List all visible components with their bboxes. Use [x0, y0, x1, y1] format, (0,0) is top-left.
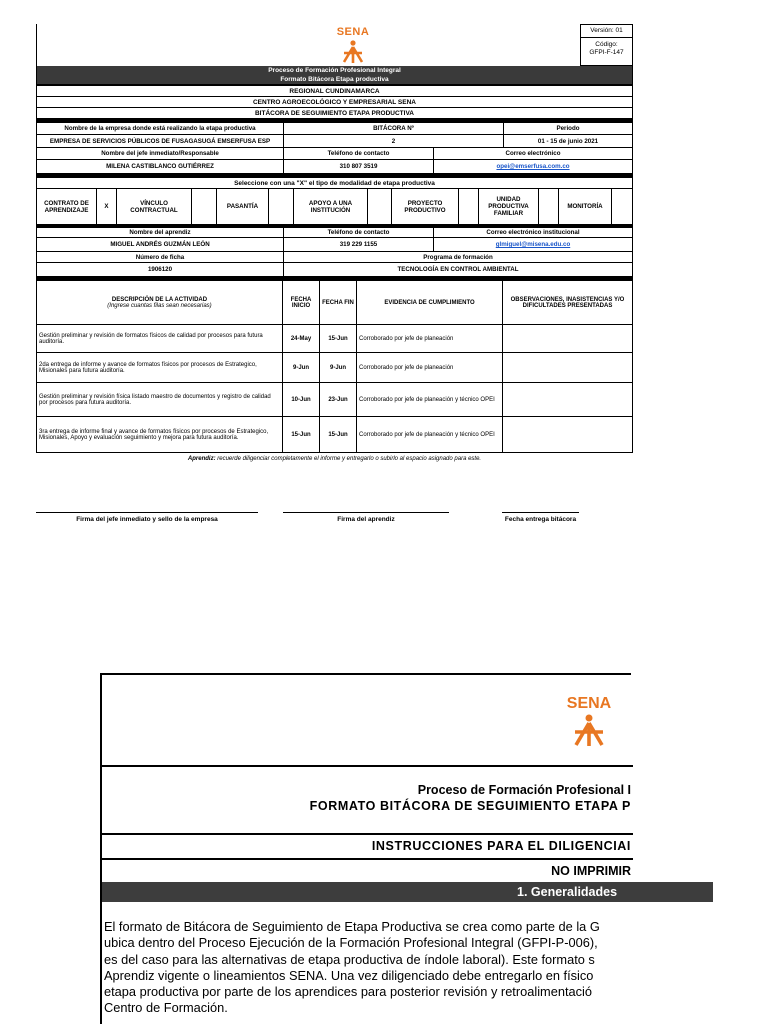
separator — [102, 858, 633, 860]
code-label: Código: — [595, 41, 618, 48]
activity-desc: Gestión preliminar y revisión física listado maestro de documentos y registro de calidad por procesos para futura auditoría. — [37, 383, 283, 416]
fin-header: FECHA FIN — [320, 281, 357, 324]
paragraph-line: es del caso para las alternativas de etapa productiva de índole laboral). Este formato s — [104, 951, 595, 967]
bitacora-label: BITÁCORA Nº — [284, 123, 504, 135]
activity-inicio: 9-Jun — [283, 353, 320, 382]
modalidad-monitoria: MONITORÍA — [559, 189, 612, 225]
sena-logo-large-text: SENA — [566, 695, 612, 712]
generalidades-bar — [102, 882, 713, 902]
jefe-value-row — [36, 160, 633, 174]
aprendiz-label: Nombre del aprendiz — [37, 228, 284, 238]
separator — [102, 765, 633, 767]
empresa-value: EMPRESA DE SERVICIOS PÚBLICOS DE FUSAGASUGÁ EMSERFUSA ESP — [37, 135, 284, 148]
paragraph-line: El formato de Bitácora de Seguimiento de Etapa Productiva se crea como parte de la G — [104, 919, 600, 934]
jefe-value: MILENA CASTIBLANCO GUTIÉRREZ — [37, 160, 284, 174]
sena-logo-large-icon — [554, 695, 624, 747]
version-label: Versión: 01 — [581, 25, 632, 38]
modalidad-proyecto-mark[interactable] — [459, 189, 479, 225]
sena-logo-icon — [330, 26, 376, 64]
modalidad-unidad: UNIDAD PRODUCTIVA FAMILIAR — [479, 189, 539, 225]
paragraph-line: ubica dentro del Proceso Ejecución de la Formación Profesional Integral (GFPI-P-006), — [104, 935, 598, 951]
paragraph-line: Centro de Formación. — [104, 1000, 228, 1016]
instr-title-process: Proceso de Formación Profesional I — [417, 783, 631, 797]
title-process: Proceso de Formación Profesional Integral — [36, 66, 633, 75]
jefe-correo-label: Correo electrónico — [434, 148, 632, 160]
activity-inicio: 10-Jun — [283, 383, 320, 416]
activity-fin: 23-Jun — [320, 383, 357, 416]
paragraph-line: Aprendiz vigente o lineamientos SENA. Una vez diligenciado debe entregarlo en físico — [104, 967, 594, 983]
ficha-label: Número de ficha — [37, 252, 284, 263]
modalidad-proyecto: PROYECTO PRODUCTIVO — [392, 189, 459, 225]
generalidades-title: 1. Generalidades — [517, 885, 618, 899]
activity-desc: 3ra entrega de informe final y avance de formatos físicos por procesos de Estrategico, Misionales, Apoyo y evaluación seguimiento y mejora para futura auditoría. — [37, 417, 283, 452]
ficha-value-row — [36, 263, 633, 277]
activity-fin: 9-Jun — [320, 353, 357, 382]
activity-obs — [503, 383, 632, 416]
desc-header-title: DESCRIPCIÓN DE LA ACTIVIDAD — [111, 296, 208, 303]
activity-obs — [503, 325, 632, 352]
signature-jefe: Firma del jefe inmediato y sello de la empresa — [36, 512, 258, 523]
activity-evidencia: Corroborado por jefe de planeación y técnico OPEI — [357, 383, 503, 416]
jefe-correo-link[interactable]: opei@emserfusa.com.co — [434, 160, 632, 174]
note-text: recuerde diligenciar completamente el informe y entregarlo o subirlo al espacio asignado para este. — [215, 456, 482, 462]
activity-evidencia: Corroborado por jefe de planeación — [357, 325, 503, 352]
ficha-value: 1906120 — [37, 263, 284, 277]
modalidad-vinculo-mark[interactable] — [192, 189, 217, 225]
table-row — [36, 417, 633, 453]
desc-header — [37, 281, 283, 324]
modalidad-unidad-mark[interactable] — [539, 189, 559, 225]
table-row — [36, 383, 633, 417]
evidencia-header: EVIDENCIA DE CUMPLIMIENTO — [357, 281, 503, 324]
aprendiz-note — [36, 456, 633, 462]
aprendiz-value-row — [36, 238, 633, 252]
aprendiz-tel-label: Teléfono de contacto — [284, 228, 434, 238]
instructions-page — [100, 673, 631, 1024]
activity-fin: 15-Jun — [320, 325, 357, 352]
modalidad-apoyo: APOYO A UNA INSTITUCIÓN — [294, 189, 368, 225]
activity-obs — [503, 353, 632, 382]
title-format: Formato Bitácora Etapa productiva — [36, 75, 633, 84]
modalidad-row — [36, 189, 633, 225]
modalidad-monitoria-mark[interactable] — [612, 189, 632, 225]
activity-evidencia: Corroborado por jefe de planeación — [357, 353, 503, 382]
modalidad-apoyo-mark[interactable] — [368, 189, 392, 225]
modalidad-pasantia-mark[interactable] — [269, 189, 294, 225]
activity-fin: 15-Jun — [320, 417, 357, 452]
aprendiz-correo-link[interactable]: glmiguel@misena.edu.co — [434, 238, 632, 252]
jefe-label: Nombre del jefe inmediato/Responsable — [37, 148, 284, 160]
aprendiz-correo-label: Correo electrónico institucional — [434, 228, 632, 238]
no-imprimir: NO IMPRIMIR — [551, 864, 631, 878]
jefe-header-row — [36, 148, 633, 160]
regional: REGIONAL CUNDINAMARCA — [36, 86, 633, 97]
table-row — [36, 353, 633, 383]
bitacora-title: BITÁCORA DE SEGUIMIENTO ETAPA PRODUCTIVA — [36, 108, 633, 119]
periodo-value: 01 - 15 de junio 2021 — [504, 135, 632, 148]
activity-evidencia: Corroborado por jefe de planeación y técnico OPEI — [357, 417, 503, 452]
code-value: GFPI-F-147 — [589, 49, 624, 56]
separator — [102, 833, 633, 835]
inicio-header: FECHA INICIO — [283, 281, 320, 324]
sena-logo-text: SENA — [336, 26, 370, 38]
activities-header — [36, 281, 633, 325]
version-box — [580, 24, 633, 66]
modalidad-label: Seleccione con una "X" el tipo de modalidad de etapa productiva — [36, 178, 633, 189]
instr-title-instrucciones: INSTRUCCIONES PARA EL DILIGENCIAI — [371, 839, 631, 853]
ficha-header-row — [36, 252, 633, 263]
programa-value: TECNOLOGÍA EN CONTROL AMBIENTAL — [284, 263, 632, 277]
sena-logo — [330, 26, 376, 64]
sena-logo-large — [554, 695, 624, 747]
activity-desc: Gestión preliminar y revisión de formatos físicos de calidad por procesos para futura auditoría. — [37, 325, 283, 352]
note-bold: Aprendiz: — [187, 456, 216, 462]
programa-label: Programa de formación — [284, 252, 632, 263]
jefe-tel-label: Teléfono de contacto — [284, 148, 434, 160]
empresa-header-row — [36, 123, 633, 135]
activity-desc: 2da entrega de informe y avance de formatos físicos por procesos de Estrategico, Misionales para futura auditoría. — [37, 353, 283, 382]
aprendiz-tel-value: 319 229 1155 — [284, 238, 434, 252]
instr-title-format: FORMATO BITÁCORA DE SEGUIMIENTO ETAPA P — [309, 799, 631, 813]
centro: CENTRO AGROECOLÓGICO Y EMPRESARIAL SENA — [36, 97, 633, 108]
modalidad-pasantia: PASANTÍA — [217, 189, 269, 225]
aprendiz-header-row — [36, 228, 633, 238]
activity-obs — [503, 417, 632, 452]
paragraph-line: etapa productiva por parte de los aprendices para posterior revisión y retroalimentació — [104, 984, 592, 1000]
modalidad-contrato: CONTRATO DE APRENDIZAJE — [37, 189, 97, 225]
empresa-label: Nombre de la empresa donde está realizando la etapa productiva — [37, 123, 284, 135]
signature-fecha: Fecha entrega bitácora — [502, 512, 579, 523]
jefe-tel-value: 310 807 3519 — [284, 160, 434, 174]
modalidad-contrato-mark[interactable]: X — [97, 189, 117, 225]
table-row — [36, 325, 633, 353]
bitacora-value: 2 — [284, 135, 504, 148]
periodo-label: Periodo — [504, 123, 632, 135]
modalidad-vinculo: VÍNCULO CONTRACTUAL — [117, 189, 192, 225]
desc-header-note: (Ingrese cuantas filas sean necesarias) — [107, 302, 212, 309]
aprendiz-value: MIGUEL ANDRÉS GUZMÁN LEÓN — [37, 238, 284, 252]
activity-inicio: 15-Jun — [283, 417, 320, 452]
empresa-value-row — [36, 135, 633, 148]
generalidades-paragraph — [104, 919, 633, 1017]
signature-aprendiz: Firma del aprendiz — [283, 512, 449, 523]
obs-header: OBSERVACIONES, INASISTENCIAS Y/O DIFICULTADES PRESENTADAS — [510, 296, 625, 309]
activity-inicio: 24-May — [283, 325, 320, 352]
